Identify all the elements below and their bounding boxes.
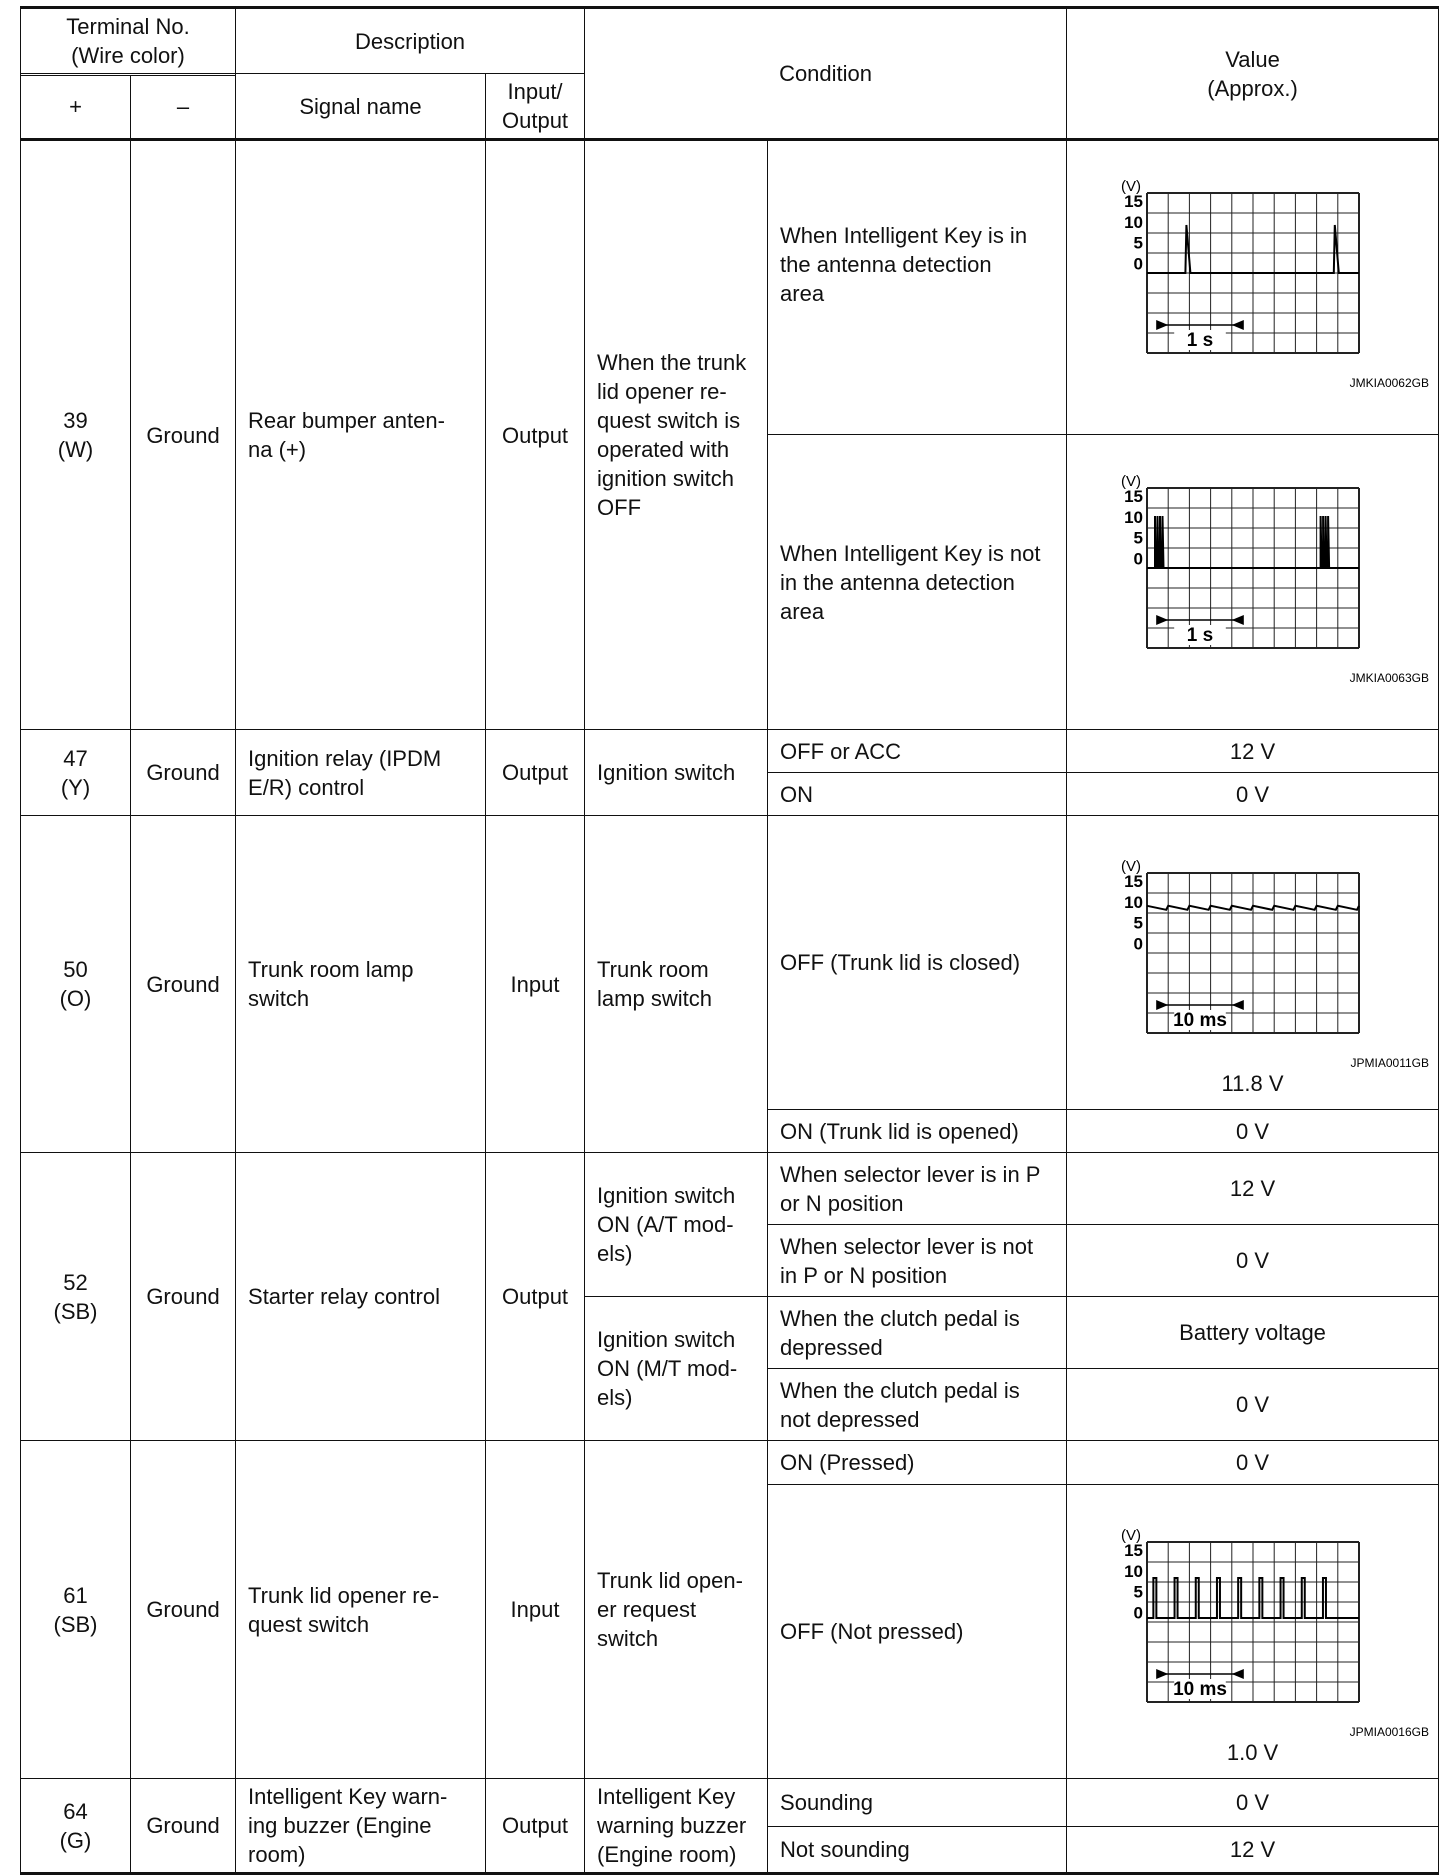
terminal-cell bbox=[21, 816, 131, 1153]
figure-code: JPMIA0011GB bbox=[1350, 1056, 1430, 1070]
waveform-plot bbox=[1067, 821, 1439, 1073]
condition-sub-cell: OFF or ACC bbox=[768, 730, 1067, 773]
condition-line: the antenna detection bbox=[780, 252, 992, 277]
condition-line: els) bbox=[597, 1385, 633, 1410]
value-cell: 0 V bbox=[1067, 1441, 1439, 1485]
condition-sub-cell bbox=[768, 140, 1067, 435]
signal-line: na (+) bbox=[248, 437, 307, 462]
signal-line: Rear bumper anten- bbox=[248, 408, 445, 433]
condition-sub-cell: ON (Trunk lid is opened) bbox=[768, 1110, 1067, 1153]
y-tick-label: 5 bbox=[1133, 1582, 1144, 1602]
y-tick-label: 10 bbox=[1124, 1561, 1144, 1581]
condition-line: ON (A/T mod- bbox=[597, 1212, 734, 1237]
ground-cell: Ground bbox=[131, 1153, 236, 1441]
y-tick-label: 0 bbox=[1133, 254, 1144, 274]
signal-line: quest switch bbox=[248, 1611, 370, 1637]
io-cell: Input bbox=[486, 816, 585, 1153]
y-tick-label: 0 bbox=[1133, 548, 1144, 568]
wire-color: (Y) bbox=[60, 774, 91, 800]
time-marker-arrow bbox=[1156, 320, 1168, 330]
terminal-cell bbox=[21, 1153, 131, 1441]
y-tick-label: 10 bbox=[1124, 212, 1144, 232]
condition-main-cell bbox=[585, 1441, 768, 1779]
value-cell: 12 V bbox=[1067, 1153, 1439, 1225]
y-tick-label: 10 bbox=[1124, 507, 1144, 527]
y-tick-label: 0 bbox=[1133, 934, 1144, 954]
condition-line: When Intelligent Key is in bbox=[780, 223, 1028, 248]
y-unit-label: (V) bbox=[1121, 1527, 1142, 1544]
condition-line: area bbox=[780, 281, 825, 306]
table-row bbox=[21, 816, 1439, 1110]
value-label: Value bbox=[1225, 46, 1280, 72]
signal-cell bbox=[236, 816, 486, 1153]
ground-cell: Ground bbox=[131, 1441, 236, 1779]
signal-line: ing buzzer (Engine bbox=[248, 1813, 432, 1838]
y-tick-label: 5 bbox=[1133, 233, 1144, 253]
value-text: 1.0 V bbox=[1226, 1740, 1279, 1765]
condition-main-cell bbox=[585, 140, 768, 730]
y-unit-label: (V) bbox=[1121, 858, 1142, 875]
wire-color: (O) bbox=[59, 986, 92, 1011]
io-cell: Input bbox=[486, 1441, 585, 1779]
signal-cell: Starter relay control bbox=[236, 1153, 486, 1441]
condition-sub-cell: ON (Pressed) bbox=[768, 1441, 1067, 1485]
terminal-number: 39 bbox=[63, 408, 88, 433]
condition-line: Intelligent Key bbox=[597, 1784, 736, 1809]
waveform-plot bbox=[1067, 1490, 1439, 1742]
condition-line: Ignition switch bbox=[597, 1183, 736, 1208]
io-cell: Output bbox=[486, 140, 585, 730]
condition-line: in the antenna detection bbox=[780, 569, 1015, 595]
plus-header: + bbox=[21, 75, 131, 139]
condition-sub-cell: OFF (Not pressed) bbox=[768, 1485, 1067, 1779]
terminal-number: 64 bbox=[63, 1798, 88, 1824]
y-tick-label: 0 bbox=[1133, 1603, 1144, 1623]
waveform-cell bbox=[1067, 140, 1439, 435]
signal-name-header: Signal name bbox=[236, 74, 486, 140]
condition-sub-cell bbox=[768, 435, 1067, 730]
condition-sub-cell: Sounding bbox=[768, 1779, 1067, 1827]
terminal-cell bbox=[21, 1779, 131, 1874]
condition-line: Ignition switch bbox=[597, 1327, 736, 1352]
table-row bbox=[21, 1441, 1439, 1485]
io-header bbox=[486, 74, 585, 140]
table-row bbox=[21, 1153, 1439, 1225]
time-marker-arrow bbox=[1232, 615, 1244, 625]
signal-line: Trunk room lamp bbox=[248, 957, 414, 982]
terminal-no-label: Terminal No. bbox=[66, 14, 190, 39]
waveform-plot bbox=[1067, 141, 1439, 434]
condition-line: er request bbox=[597, 1597, 697, 1622]
figure-code: JMKIA0062GB bbox=[1349, 376, 1430, 390]
condition-main-cell bbox=[585, 1779, 768, 1874]
ground-cell: Ground bbox=[131, 730, 236, 816]
value-cell: 0 V bbox=[1067, 1369, 1439, 1441]
terminal-number: 47 bbox=[63, 745, 88, 771]
condition-line: Trunk lid open- bbox=[597, 1568, 743, 1593]
condition-line: ON (M/T mod- bbox=[597, 1356, 738, 1381]
value-cell: 0 V bbox=[1067, 1110, 1439, 1153]
condition-line: When the clutch pedal is bbox=[780, 1377, 1020, 1403]
waveform-plot bbox=[1067, 436, 1439, 729]
y-tick-label: 15 bbox=[1124, 1541, 1144, 1560]
y-unit-label: (V) bbox=[1121, 178, 1142, 195]
y-tick-label: 15 bbox=[1124, 192, 1144, 211]
io-cell: Output bbox=[486, 1153, 585, 1441]
condition-line: ignition switch bbox=[597, 466, 734, 491]
ground-cell: Ground bbox=[131, 1779, 236, 1874]
minus-header: – bbox=[131, 75, 236, 139]
condition-line: Trunk room bbox=[597, 957, 709, 982]
description-header: Description bbox=[236, 8, 585, 74]
time-marker-arrow bbox=[1156, 1669, 1168, 1679]
terminal-number: 52 bbox=[63, 1269, 88, 1295]
time-label: 1 s bbox=[1186, 330, 1214, 351]
io-cell: Output bbox=[486, 730, 585, 816]
time-marker-arrow bbox=[1156, 1000, 1168, 1010]
condition-line: When selector lever is not bbox=[780, 1233, 1034, 1259]
condition-line: quest switch is bbox=[597, 408, 741, 433]
condition-header: Condition bbox=[585, 8, 1067, 140]
condition-sub-cell: Not sounding bbox=[768, 1826, 1067, 1874]
wire-color-label: (Wire color) bbox=[71, 43, 185, 68]
header-row-1 bbox=[21, 8, 1439, 74]
value-cell: 0 V bbox=[1067, 1779, 1439, 1827]
waveform-cell bbox=[1067, 1485, 1439, 1779]
terminal-cell bbox=[21, 1441, 131, 1779]
approx-label: (Approx.) bbox=[1207, 75, 1298, 101]
signal-cell bbox=[236, 1441, 486, 1779]
condition-line: els) bbox=[597, 1241, 633, 1266]
io-cell: Output bbox=[486, 1779, 585, 1874]
signal-line: Trunk lid opener re- bbox=[248, 1582, 440, 1608]
value-text: 11.8 V bbox=[1221, 1071, 1284, 1096]
waveform-cell bbox=[1067, 816, 1439, 1110]
table-row bbox=[21, 140, 1439, 435]
io-label-2: Output bbox=[502, 108, 569, 133]
time-marker-arrow bbox=[1232, 1000, 1244, 1010]
y-tick-label: 15 bbox=[1124, 486, 1144, 506]
signal-cell bbox=[236, 730, 486, 816]
wire-color: (W) bbox=[57, 437, 94, 462]
y-unit-label: (V) bbox=[1121, 472, 1142, 490]
condition-line: operated with bbox=[597, 437, 730, 462]
signal-line: E/R) control bbox=[248, 774, 365, 800]
terminal-number: 61 bbox=[63, 1582, 88, 1608]
signal-line: Intelligent Key warn- bbox=[248, 1784, 448, 1809]
value-cell: 12 V bbox=[1067, 730, 1439, 773]
condition-main-cell: Ignition switch bbox=[585, 730, 768, 816]
y-tick-label: 15 bbox=[1124, 872, 1144, 891]
io-label-1: Input/ bbox=[507, 79, 563, 104]
terminal-cell bbox=[21, 140, 131, 730]
time-marker-arrow bbox=[1156, 615, 1168, 625]
value-cell: 0 V bbox=[1067, 1225, 1439, 1297]
wire-color: (SB) bbox=[53, 1298, 98, 1324]
condition-line: in P or N position bbox=[780, 1262, 948, 1288]
terminal-header bbox=[21, 8, 236, 74]
signal-line: room) bbox=[248, 1842, 306, 1867]
y-tick-label: 5 bbox=[1133, 528, 1144, 548]
terminal-cell bbox=[21, 730, 131, 816]
value-cell: 12 V bbox=[1067, 1826, 1439, 1874]
value-cell: Battery voltage bbox=[1067, 1297, 1439, 1369]
time-label: 10 ms bbox=[1173, 1010, 1227, 1031]
waveform-cell bbox=[1067, 435, 1439, 730]
condition-main-cell bbox=[585, 816, 768, 1153]
condition-sub-cell bbox=[768, 1297, 1067, 1369]
condition-sub-cell bbox=[768, 1369, 1067, 1441]
ground-cell: Ground bbox=[131, 816, 236, 1153]
figure-code: JPMIA0016GB bbox=[1349, 1725, 1430, 1739]
condition-main-cell bbox=[585, 1297, 768, 1441]
signal-cell bbox=[236, 140, 486, 730]
signal-cell bbox=[236, 1779, 486, 1874]
condition-sub-cell: OFF (Trunk lid is closed) bbox=[768, 816, 1067, 1110]
table-row bbox=[21, 1779, 1439, 1827]
ground-cell: Ground bbox=[131, 140, 236, 730]
wire-color: (G) bbox=[59, 1827, 92, 1853]
condition-line: When the clutch pedal is bbox=[780, 1305, 1020, 1331]
condition-sub-cell bbox=[768, 1153, 1067, 1225]
condition-line: (Engine room) bbox=[597, 1842, 737, 1867]
value-header bbox=[1067, 8, 1439, 140]
terminal-number: 50 bbox=[63, 957, 88, 982]
condition-line: lid opener re- bbox=[597, 379, 727, 404]
value-cell: 0 V bbox=[1067, 773, 1439, 816]
condition-line: lamp switch bbox=[597, 986, 712, 1011]
condition-line: not depressed bbox=[780, 1406, 920, 1432]
condition-line: When the trunk bbox=[597, 350, 747, 375]
y-tick-label: 10 bbox=[1124, 892, 1144, 912]
time-marker-arrow bbox=[1232, 320, 1244, 330]
condition-line: When Intelligent Key is not bbox=[780, 540, 1041, 566]
condition-line: OFF bbox=[597, 495, 642, 520]
table-row bbox=[21, 730, 1439, 773]
condition-line: When selector lever is in P bbox=[780, 1161, 1041, 1187]
condition-line: switch bbox=[597, 1626, 659, 1651]
time-label: 1 s bbox=[1186, 624, 1214, 646]
condition-sub-cell bbox=[768, 1225, 1067, 1297]
time-marker-arrow bbox=[1232, 1669, 1244, 1679]
wire-color: (SB) bbox=[53, 1611, 98, 1637]
terminal-spec-table bbox=[20, 6, 1439, 1875]
signal-line: Ignition relay (IPDM bbox=[248, 745, 442, 771]
condition-line: area bbox=[780, 598, 825, 624]
condition-sub-cell: ON bbox=[768, 773, 1067, 816]
signal-line: switch bbox=[248, 986, 310, 1011]
time-label: 10 ms bbox=[1173, 1679, 1227, 1700]
y-tick-label: 5 bbox=[1133, 913, 1144, 933]
figure-code: JMKIA0063GB bbox=[1349, 670, 1430, 685]
condition-line: warning buzzer bbox=[597, 1813, 747, 1838]
condition-main-cell bbox=[585, 1153, 768, 1297]
condition-line: or N position bbox=[780, 1190, 904, 1216]
condition-line: depressed bbox=[780, 1334, 883, 1360]
